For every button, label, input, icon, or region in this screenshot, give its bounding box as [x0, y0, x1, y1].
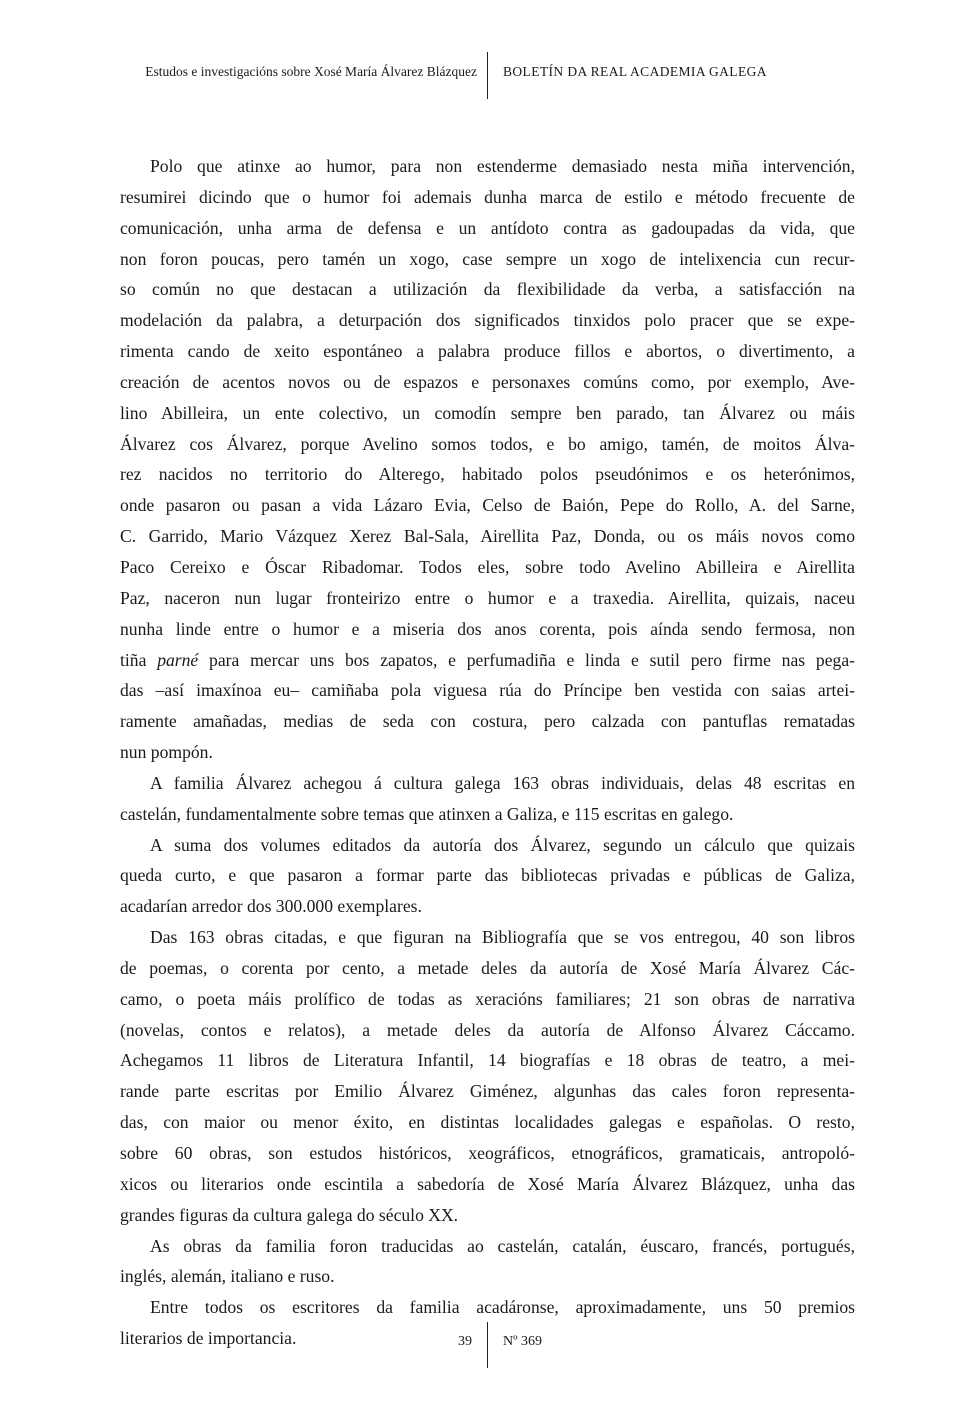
text-line: modelación da palabra, a deturpación dos significados tinxidos polo pracer que se expe-	[120, 310, 855, 331]
text-line: C. Garrido, Mario Vázquez Xerez Bal-Sala, Airellita Paz, Donda, ou os máis novos como	[120, 526, 855, 547]
text-line: Das 163 obras citadas, e que figuran na Bibliografía que se vos entregou, 40 son libros	[150, 927, 855, 948]
text-line: das –así imaxínoa eu– camiñaba pola viguesa rúa do Príncipe ben vestida con saias artei-	[120, 680, 855, 701]
text-line: comunicación, unha arma de defensa e un antídoto contra as gadoupadas da vida, que	[120, 217, 855, 238]
text-line: so común no que destacan a utilización da flexibilidade da verba, a satisfacción na	[120, 279, 855, 300]
text-line: Álvarez cos Álvarez, porque Avelino somos todos, e bo amigo, tamén, de moitos Álva-	[120, 433, 855, 454]
text-line: queda curto, e que pasaron a formar parte das bibliotecas privadas e públicas de Galiza,	[120, 865, 855, 886]
paragraph	[120, 922, 855, 1230]
text-line: A suma dos volumes editados da autoría dos Álvarez, segundo un cálculo que quizais	[150, 834, 855, 855]
text-line: grandes figuras da cultura galega do século XX.	[120, 1204, 459, 1225]
text-line: (novelas, contos e relatos), a metade deles da autoría de Alfonso Álvarez Cáccamo.	[120, 1019, 855, 1040]
text-line: As obras da familia foron traducidas ao castelán, catalán, éuscaro, francés, portugués,	[150, 1235, 855, 1256]
text-line: Achegamos 11 libros de Literatura Infantil, 14 biografías e 18 obras de teatro, a mei-	[120, 1050, 855, 1071]
text-line: nun pompón.	[120, 742, 213, 763]
text-line: onde pasaron ou pasan a vida Lázaro Evia, Celso de Baión, Pepe do Rollo, A. del Sarne,	[120, 495, 855, 516]
paragraph	[120, 830, 855, 923]
footer-divider	[487, 1322, 488, 1368]
text-line: resumirei dicindo que o humor foi ademais dunha marca de estilo e método frecuente de	[120, 186, 855, 207]
text-line: Paz, naceron nun lugar fronteirizo entre o humor e a traxedia. Airellita, quizais, naceu	[120, 587, 855, 608]
text-line: literarios de importancia.	[120, 1328, 297, 1349]
text-line: acadarían arredor dos 300.000 exemplares.	[120, 896, 422, 917]
text-line: das, con maior ou menor éxito, en distintas localidades galegas e españolas. O resto,	[120, 1112, 855, 1133]
text-line: xicos ou literarios onde escintila a sabedoría de Xosé María Álvarez Blázquez, unha das	[120, 1173, 855, 1194]
text-line: de poemas, o corenta por cento, a metade deles da autoría de Xosé María Álvarez Các-	[120, 957, 855, 978]
text-line: A familia Álvarez achegou á cultura galega 163 obras individuais, delas 48 escritas en	[150, 772, 855, 793]
running-header-title: Estudos e investigacións sobre Xosé María Álvarez Blázquez	[145, 64, 477, 79]
text-line: rande parte escritas por Emilio Álvarez Giménez, algunhas das cales foron representa-	[120, 1081, 855, 1102]
body-text	[120, 151, 855, 1354]
text-line: camo, o poeta máis prolífico de todas as xeracións familiares; 21 son obras de narrativa	[120, 988, 855, 1009]
paragraph	[120, 768, 855, 830]
text-line: inglés, alemán, italiano e ruso.	[120, 1266, 335, 1287]
text-line: nunha linde entre o humor e a miseria dos anos corenta, pois aínda sendo fermosa, non	[120, 618, 855, 639]
text-line: rimenta cando de xeito espontáneo a palabra produce fillos e abortos, o divertimento, a	[120, 341, 855, 362]
text-line	[120, 645, 855, 676]
running-header-journal: BOLETÍN DA REAL ACADEMIA GALEGA	[503, 64, 767, 79]
text-line: ramente amañadas, medias de seda con costura, pero calzada con pantuflas rematadas	[120, 711, 855, 732]
text-line: lino Abilleira, un ente colectivo, un comodín sempre ben parado, tan Álvarez ou máis	[120, 402, 855, 423]
text-segment: tiña	[120, 649, 158, 670]
text-line: non foron poucas, pero tamén un xogo, case sempre un xogo de intelixencia cun recur-	[120, 248, 855, 269]
text-line: rez nacidos no territorio do Alterego, habitado polos pseudónimos e os heterónimos,	[120, 464, 855, 485]
text-segment: para mercar uns bos zapatos, e perfumadiña e linda e sutil pero firme nas pega-	[198, 649, 855, 670]
text-line: creación de acentos novos ou de espazos e personaxes comúns como, por exemplo, Ave-	[120, 371, 855, 392]
issue-number: Nº 369	[503, 1334, 542, 1349]
page-number: 39	[458, 1334, 472, 1349]
paragraph	[120, 1231, 855, 1293]
text-line: Paco Cereixo e Óscar Ribadomar. Todos eles, sobre todo Avelino Abilleira e Airellita	[120, 556, 855, 577]
text-line: sobre 60 obras, son estudos históricos, xeográficos, etnográficos, gramaticais, antropoló-	[120, 1143, 855, 1163]
header-divider	[487, 52, 488, 99]
text-line: Entre todos os escritores da familia acadáronse, aproximadamente, uns 50 premios	[150, 1297, 855, 1318]
paragraph	[120, 151, 855, 768]
text-line: Polo que atinxe ao humor, para non estenderme demasiado nesta miña intervención,	[150, 156, 855, 176]
italic-word: parné	[157, 649, 199, 670]
text-line: castelán, fundamentalmente sobre temas que atinxen a Galiza, e 115 escritas en galego.	[120, 803, 734, 824]
